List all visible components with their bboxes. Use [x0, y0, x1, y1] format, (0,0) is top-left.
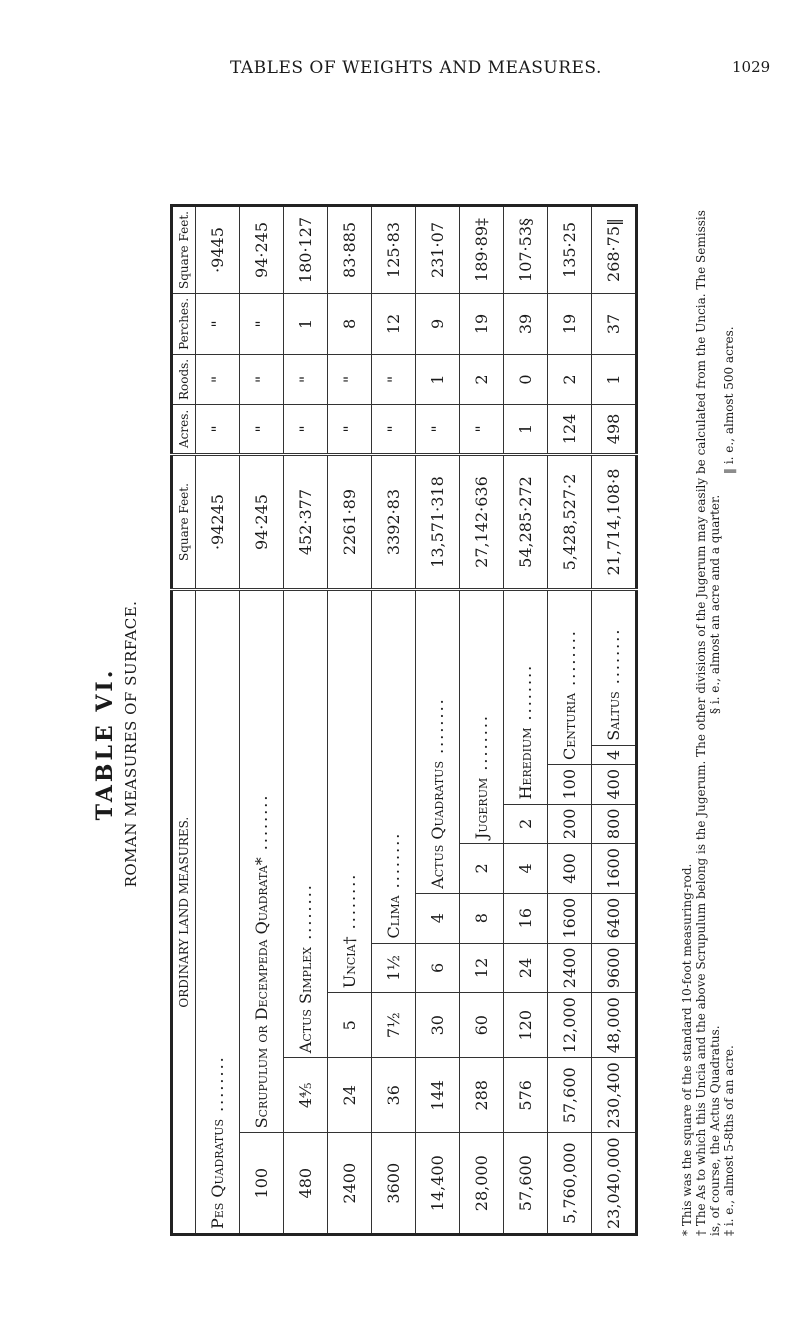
measure-name	[328, 590, 372, 993]
measure-name	[240, 590, 284, 1133]
square-feet-2-cell: ·9445	[196, 206, 240, 294]
unit-count-cell: 1½	[372, 943, 416, 993]
acres-cell: "	[196, 405, 240, 455]
roods-cell: "	[372, 354, 416, 404]
square-feet-cell: 54,285·272	[504, 454, 548, 590]
measure-name-text: Saltus	[604, 691, 623, 741]
header-square-feet: Square Feet.	[172, 454, 196, 590]
unit-count-cell: 4	[504, 844, 548, 894]
perches-cell: 39	[504, 293, 548, 354]
unit-count-cell: 200	[548, 804, 592, 844]
leader-dots: ........	[208, 1055, 227, 1119]
unit-count-cell: 2	[460, 844, 504, 894]
unit-count-cell: 8	[460, 893, 504, 943]
unit-count-cell: 30	[416, 993, 460, 1058]
unit-count-cell: 2	[504, 804, 548, 844]
unit-count-cell: 2400	[328, 1133, 372, 1235]
unit-count-cell: 28,000	[460, 1133, 504, 1235]
roman-surface-table	[170, 204, 638, 1236]
acres-cell: 124	[548, 405, 592, 455]
table-row	[460, 206, 504, 1235]
perches-cell: 19	[460, 293, 504, 354]
roods-cell: 2	[548, 354, 592, 404]
perches-cell: "	[196, 293, 240, 354]
unit-count-cell: 23,040,000	[592, 1133, 637, 1235]
table-subtitle: ROMAN MEASURES OF SURFACE.	[122, 600, 140, 888]
unit-count-cell: 14,400	[416, 1133, 460, 1235]
measure-name	[592, 590, 637, 745]
measure-name-text: Uncia†	[340, 936, 359, 989]
square-feet-cell: 27,142·636	[460, 454, 504, 590]
unit-count-cell: 800	[592, 804, 637, 844]
unit-count-cell: 7½	[372, 993, 416, 1058]
unit-count-cell: 144	[416, 1058, 460, 1133]
unit-count-cell: 100	[548, 764, 592, 804]
leader-dots: ........	[604, 627, 623, 692]
unit-count-cell: 6400	[592, 893, 637, 943]
leader-dots: ........	[252, 793, 271, 858]
footnote-2: † The As to which this Uncia and the above Scrupulum belong is the Jugerum. The other divisions of the Jugerum may easily be calculated from the Uncia. The Semissis	[694, 210, 708, 1236]
unit-count-cell: 24	[504, 943, 548, 993]
unit-count-cell: 4	[416, 893, 460, 943]
unit-count-cell: 1600	[592, 844, 637, 894]
unit-count-cell: 400	[548, 844, 592, 894]
unit-count-cell: 48,000	[592, 993, 637, 1058]
footnote-5: § i. e., almost an acre and a quarter.	[708, 494, 722, 714]
roods-cell: 2	[460, 354, 504, 404]
footnote-3: is, of course, the Actus Quadratus.	[708, 1025, 722, 1236]
measure-name	[416, 590, 460, 893]
square-feet-2-cell: 268·75‖	[592, 206, 637, 294]
unit-count-cell: 3600	[372, 1133, 416, 1235]
square-feet-2-cell: 94·245	[240, 206, 284, 294]
acres-cell: "	[416, 405, 460, 455]
header-perches: Perches.	[172, 293, 196, 354]
unit-count-cell: 6	[416, 943, 460, 993]
header-ordinary: ORDINARY LAND MEASURES.	[172, 590, 196, 1235]
measure-name	[196, 590, 240, 1235]
leader-dots: ........	[384, 831, 403, 896]
acres-cell: "	[372, 405, 416, 455]
acres-cell: 498	[592, 405, 637, 455]
roods-cell: "	[240, 354, 284, 404]
square-feet-cell: 5,428,527·2	[548, 454, 592, 590]
unit-count-cell: 100	[240, 1133, 284, 1235]
table-row	[548, 206, 592, 1235]
leader-dots: ........	[340, 872, 359, 937]
unit-count-cell: 9600	[592, 943, 637, 993]
acres-cell: 1	[504, 405, 548, 455]
unit-count-cell: 24	[328, 1058, 372, 1133]
square-feet-2-cell: 231·07	[416, 206, 460, 294]
table-row	[328, 206, 372, 1235]
perches-cell: 1	[284, 293, 328, 354]
running-title: TABLES OF WEIGHTS AND MEASURES.	[230, 58, 602, 78]
acres-cell: "	[328, 405, 372, 455]
unit-count-cell: 5,760,000	[548, 1133, 592, 1235]
unit-count-cell: 4⅘	[284, 1058, 328, 1133]
roods-cell: "	[284, 354, 328, 404]
measure-name-text: Centuria	[560, 692, 579, 760]
unit-count-cell: 230,400	[592, 1058, 637, 1133]
square-feet-2-cell: 83·885	[328, 206, 372, 294]
perches-cell: 8	[328, 293, 372, 354]
unit-count-cell: 576	[504, 1058, 548, 1133]
measure-name	[548, 590, 592, 765]
square-feet-2-cell: 189·89‡	[460, 206, 504, 294]
perches-cell: 37	[592, 293, 637, 354]
header-roods: Roods.	[172, 354, 196, 404]
square-feet-cell: ·94245	[196, 454, 240, 590]
table-row	[592, 206, 637, 1235]
unit-count-cell: 12,000	[548, 993, 592, 1058]
table-row	[196, 206, 240, 1235]
measure-name	[284, 590, 328, 1058]
unit-count-cell: 12	[460, 943, 504, 993]
perches-cell: 9	[416, 293, 460, 354]
table-row	[372, 206, 416, 1235]
header-row	[172, 206, 196, 1235]
unit-count-cell: 16	[504, 893, 548, 943]
square-feet-cell: 2261·89	[328, 454, 372, 590]
table-body	[172, 206, 637, 1235]
square-feet-cell: 3392·83	[372, 454, 416, 590]
header-square-feet-2: Square Feet.	[172, 206, 196, 294]
page-number: 1029	[732, 58, 771, 76]
table-row	[284, 206, 328, 1235]
perches-cell: 12	[372, 293, 416, 354]
footnote-4: ‡ i. e., almost 5-8ths of an acre.	[722, 1045, 736, 1236]
measure-name-text: Clima	[384, 895, 403, 939]
square-feet-cell: 94·245	[240, 454, 284, 590]
measure-name-text: Actus Simplex	[296, 946, 315, 1054]
unit-count-cell: 57,600	[548, 1058, 592, 1133]
square-feet-2-cell: 107·53§	[504, 206, 548, 294]
leader-dots: ........	[560, 629, 579, 693]
unit-count-cell: 4	[592, 745, 637, 764]
unit-count-cell: 5	[328, 993, 372, 1058]
rotated-table-page	[0, 154, 800, 1334]
roods-cell: 1	[592, 354, 637, 404]
unit-count-cell: 400	[592, 764, 637, 804]
unit-count-cell: 60	[460, 993, 504, 1058]
footnote-1: * This was the square of the standard 10-foot measuring-rod.	[680, 863, 694, 1236]
leader-dots: ........	[296, 883, 315, 947]
measure-name-text: Jugerum	[472, 777, 491, 840]
leader-dots: ........	[428, 697, 447, 762]
measure-name	[372, 590, 416, 943]
measure-name	[504, 590, 548, 804]
measure-name-text: Heredium	[516, 727, 535, 800]
measure-name-text: Pes Quadratus	[208, 1119, 227, 1229]
unit-count-cell: 1600	[548, 893, 592, 943]
roods-cell: 1	[416, 354, 460, 404]
measure-name-text: Scrupulum or Decempeda Quadrata*	[252, 857, 271, 1129]
table-title: TABLE VI.	[92, 667, 118, 821]
leader-dots: ........	[516, 663, 535, 728]
unit-count-cell: 288	[460, 1058, 504, 1133]
unit-count-cell: 57,600	[504, 1133, 548, 1235]
table-row	[416, 206, 460, 1235]
acres-cell: "	[240, 405, 284, 455]
square-feet-2-cell: 125·83	[372, 206, 416, 294]
roods-cell: "	[328, 354, 372, 404]
square-feet-2-cell: 180·127	[284, 206, 328, 294]
perches-cell: 19	[548, 293, 592, 354]
measure-name	[460, 590, 504, 844]
table-row	[240, 206, 284, 1235]
unit-count-cell: 480	[284, 1133, 328, 1235]
roods-cell: "	[196, 354, 240, 404]
perches-cell: "	[240, 293, 284, 354]
measure-name-text: Actus Quadratus	[428, 761, 447, 889]
square-feet-cell: 21,714,108·8	[592, 454, 637, 590]
unit-count-cell: 36	[372, 1058, 416, 1133]
header-acres: Acres.	[172, 405, 196, 455]
square-feet-2-cell: 135·25	[548, 206, 592, 294]
unit-count-cell: 2400	[548, 943, 592, 993]
acres-cell: "	[284, 405, 328, 455]
square-feet-cell: 13,571·318	[416, 454, 460, 590]
roods-cell: 0	[504, 354, 548, 404]
table-row	[504, 206, 548, 1235]
footnote-6: ‖ i. e., almost 500 acres.	[722, 326, 736, 474]
unit-count-cell: 120	[504, 993, 548, 1058]
square-feet-cell: 452·377	[284, 454, 328, 590]
leader-dots: ........	[472, 713, 491, 778]
acres-cell: "	[460, 405, 504, 455]
